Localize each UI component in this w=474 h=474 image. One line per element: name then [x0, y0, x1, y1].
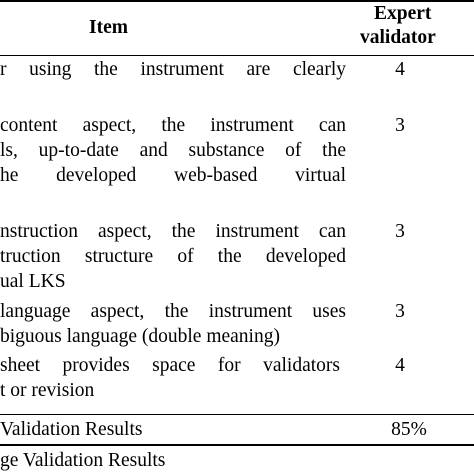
row-4-line-2: biguous language (double meaning)	[0, 326, 280, 347]
row-1-score: 4	[395, 59, 405, 80]
table-caption: ge Validation Results	[0, 450, 166, 471]
row-2-line-1: content aspect, the instrument can	[0, 115, 346, 136]
row-5-line-2: t or revision	[0, 380, 95, 401]
row-2-line-3: he developed web-based virtual	[0, 165, 346, 186]
total-top-rule	[0, 414, 474, 415]
row-3-line-2: truction structure of the developed	[0, 246, 346, 267]
header-rule	[0, 55, 474, 56]
header-item: Item	[89, 17, 128, 38]
table-bottom-rule	[0, 444, 474, 446]
row-4-line-1: language aspect, the instrument uses	[0, 301, 346, 322]
row-4-score: 3	[395, 301, 405, 322]
row-5-score: 4	[395, 355, 405, 376]
row-3-line-3: ual LKS	[0, 271, 66, 292]
row-5-line-1: sheet provides space for validators	[0, 355, 340, 376]
header-expert-line2: validator	[360, 27, 436, 48]
table-top-rule	[0, 0, 474, 2]
row-2-score: 3	[395, 115, 405, 136]
row-3-score: 3	[395, 221, 405, 242]
row-1-line-1: r using the instrument are clearly	[0, 59, 346, 80]
row-3-line-1: nstruction aspect, the instrument can	[0, 221, 346, 242]
row-2-line-2: ls, up-to-date and substance of the	[0, 140, 346, 161]
total-value: 85%	[391, 419, 427, 440]
header-expert-line1: Expert	[374, 3, 432, 24]
total-label: Validation Results	[0, 419, 143, 440]
